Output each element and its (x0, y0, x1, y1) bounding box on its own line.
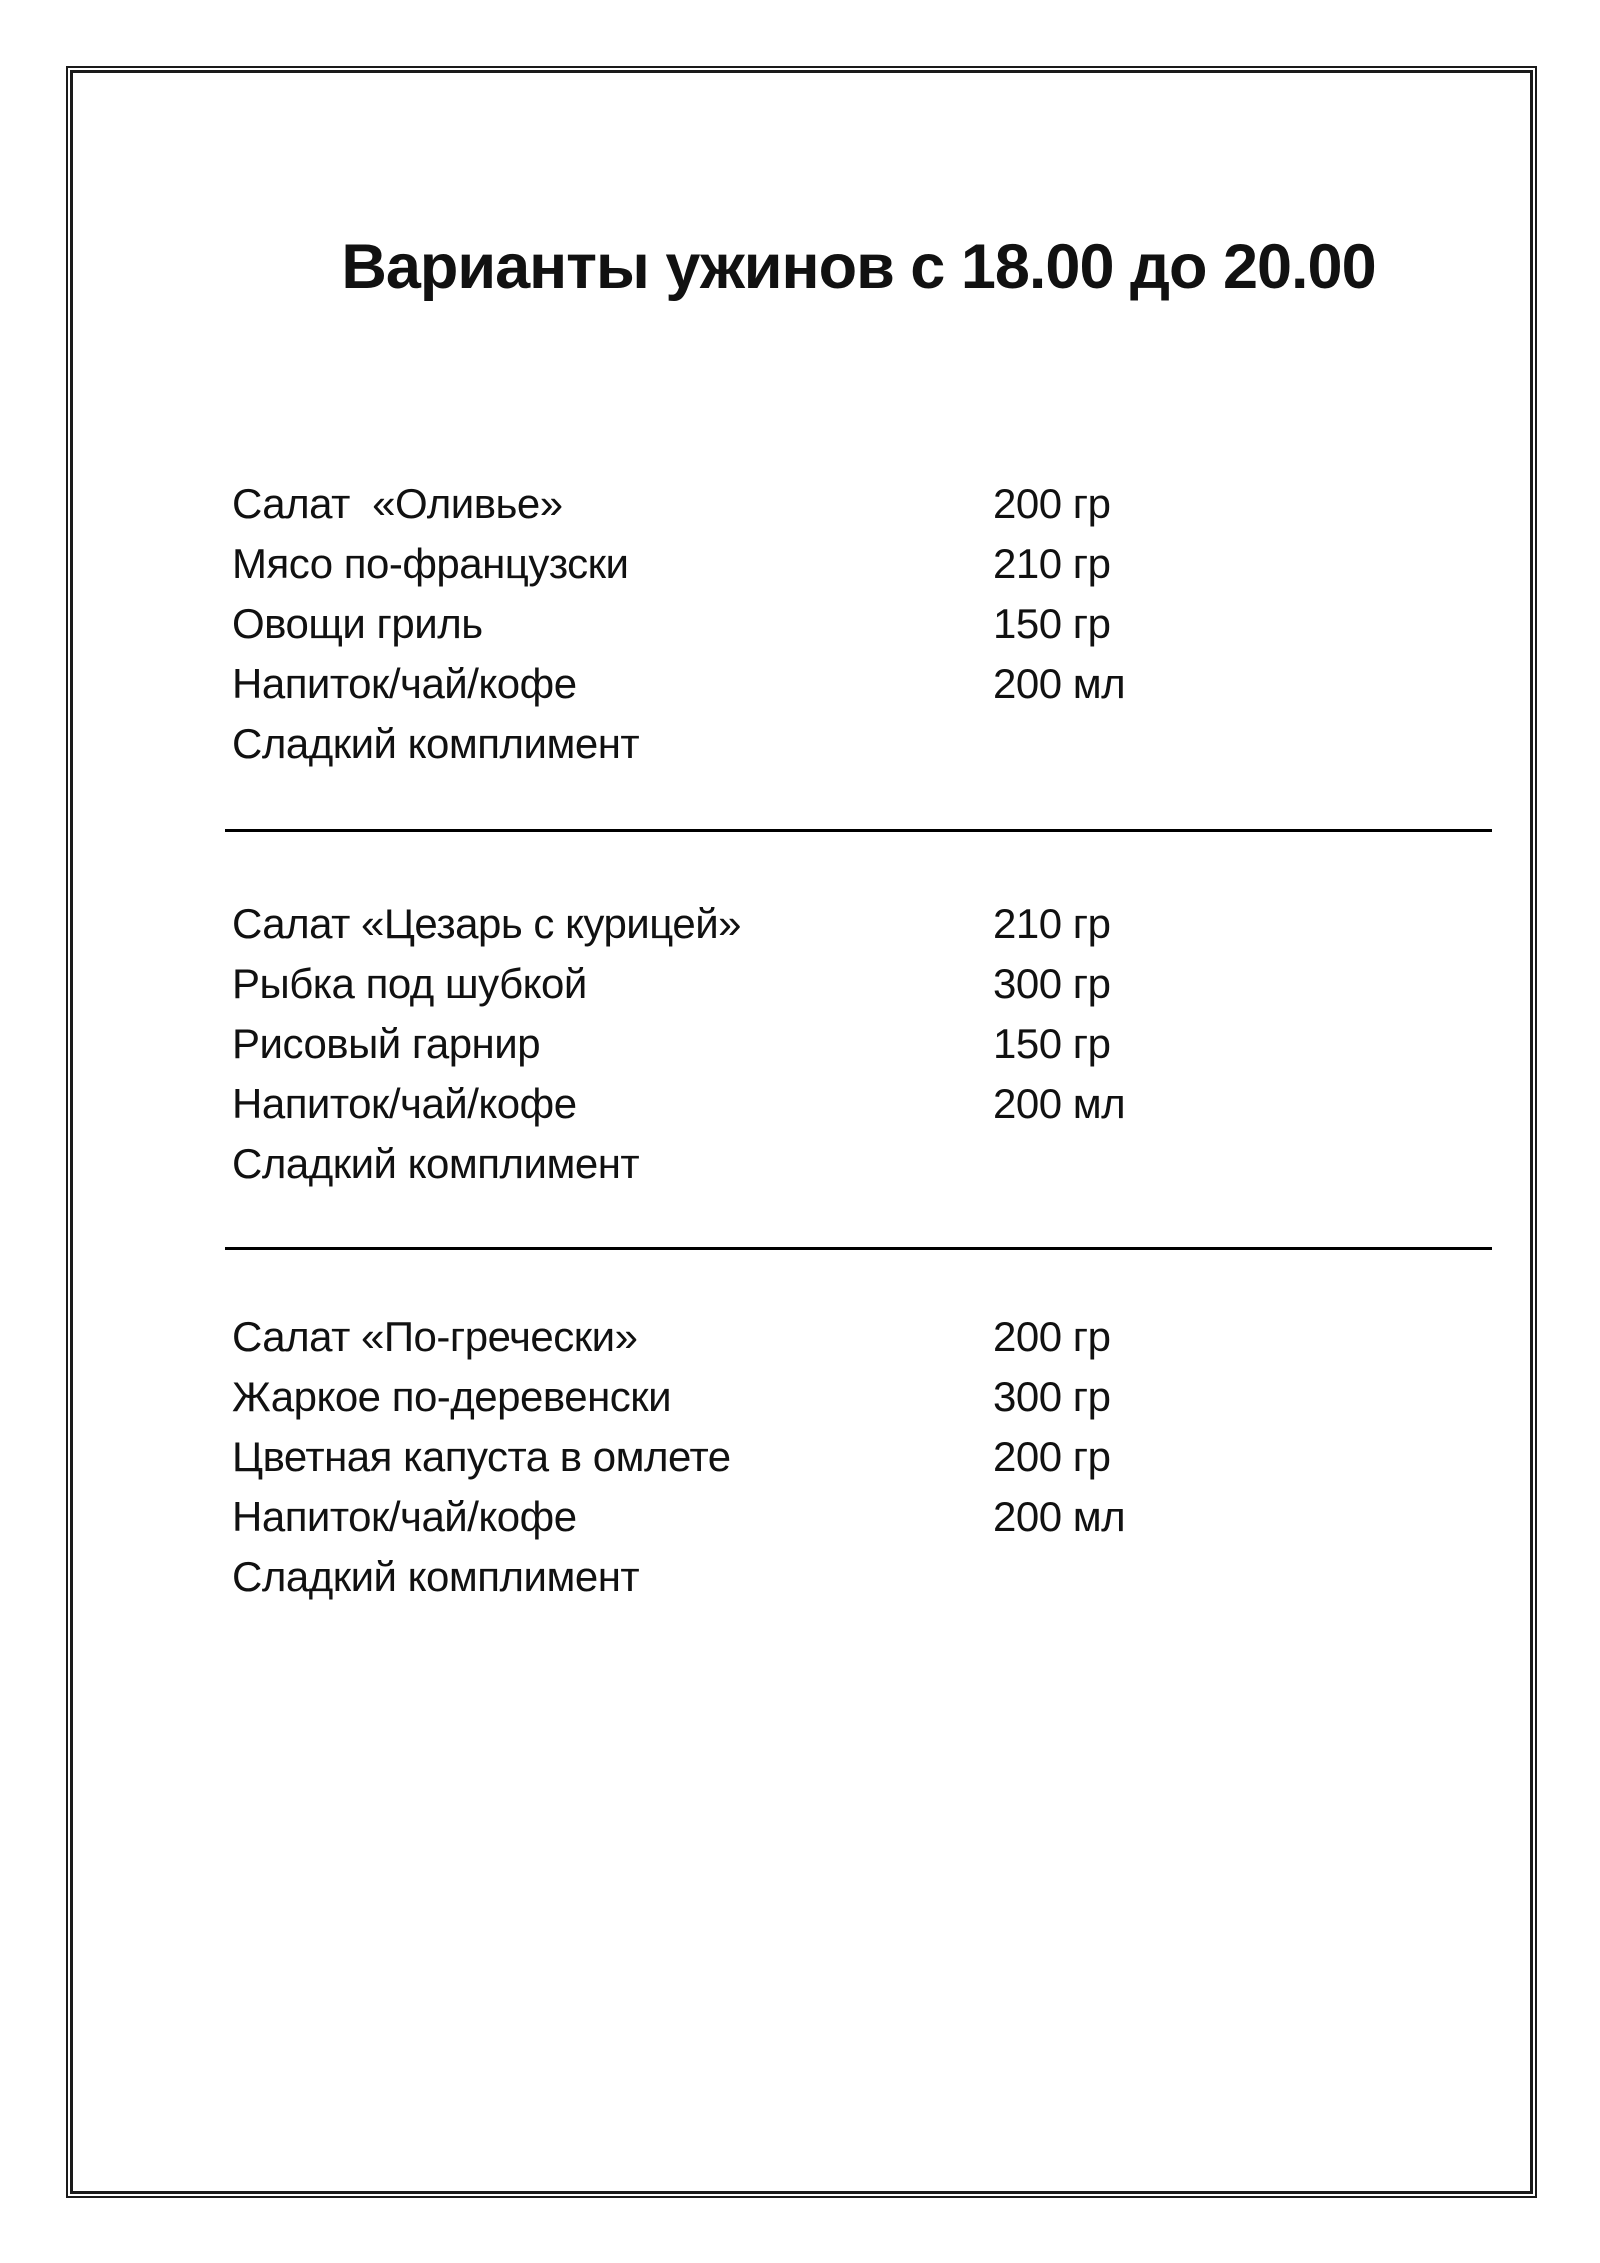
menu-item-name: Сладкий комплимент (232, 1140, 640, 1187)
menu-item-row (232, 534, 1499, 594)
menu-item-quantity: 210 гр (993, 900, 1111, 947)
section-divider (225, 829, 1492, 832)
menu-item-name: Мясо по-французски (232, 540, 629, 587)
menu-item-row (232, 594, 1499, 654)
menu-item-quantity: 200 гр (993, 1433, 1111, 1480)
menu-item-quantity: 200 гр (993, 480, 1111, 527)
menu-item-name: Сладкий комплимент (232, 720, 640, 767)
menu-section-dinner-option-3 (232, 1307, 1499, 1607)
menu-item-name: Напиток/чай/кофе (232, 1080, 577, 1127)
menu-item-quantity: 210 гр (993, 540, 1111, 587)
menu-item-quantity: 300 гр (993, 1373, 1111, 1420)
menu-item-quantity: 150 гр (993, 1020, 1111, 1067)
menu-item-row (232, 1014, 1499, 1074)
menu-item-quantity: 200 мл (993, 1080, 1126, 1127)
menu-item-row (232, 1307, 1499, 1367)
menu-item-row (232, 1074, 1499, 1134)
menu-section-dinner-option-1 (232, 474, 1499, 774)
menu-item-row (232, 1367, 1499, 1427)
menu-item-quantity: 200 мл (993, 660, 1126, 707)
menu-item-name: Салат «Цезарь с курицей» (232, 900, 742, 947)
menu-item-row (232, 1547, 1499, 1607)
menu-item-quantity: 300 гр (993, 960, 1111, 1007)
menu-item-name: Цветная капуста в омлете (232, 1433, 731, 1480)
menu-item-name: Рисовый гарнир (232, 1020, 541, 1067)
menu-item-name: Овощи гриль (232, 600, 483, 647)
menu-item-name: Рыбка под шубкой (232, 960, 587, 1007)
menu-section-dinner-option-2 (232, 894, 1499, 1194)
menu-item-row (232, 954, 1499, 1014)
menu-item-name: Салат «Оливье» (232, 480, 563, 527)
menu-item-quantity: 200 гр (993, 1313, 1111, 1360)
menu-item-quantity: 200 мл (993, 1493, 1126, 1540)
menu-item-row (232, 894, 1499, 954)
menu-item-name: Жаркое по-деревенски (232, 1373, 672, 1420)
menu-item-name: Напиток/чай/кофе (232, 1493, 577, 1540)
page-title: Варианты ужинов с 18.00 до 20.00 (341, 232, 1376, 302)
menu-item-row (232, 1134, 1499, 1194)
menu-item-name: Салат «По-гречески» (232, 1313, 638, 1360)
menu-item-row (232, 1487, 1499, 1547)
menu-item-name: Сладкий комплимент (232, 1553, 640, 1600)
menu-item-quantity: 150 гр (993, 600, 1111, 647)
menu-item-row (232, 474, 1499, 534)
menu-item-row (232, 1427, 1499, 1487)
menu-item-name: Напиток/чай/кофе (232, 660, 577, 707)
menu-item-row (232, 654, 1499, 714)
menu-item-row (232, 714, 1499, 774)
section-divider (225, 1247, 1492, 1250)
